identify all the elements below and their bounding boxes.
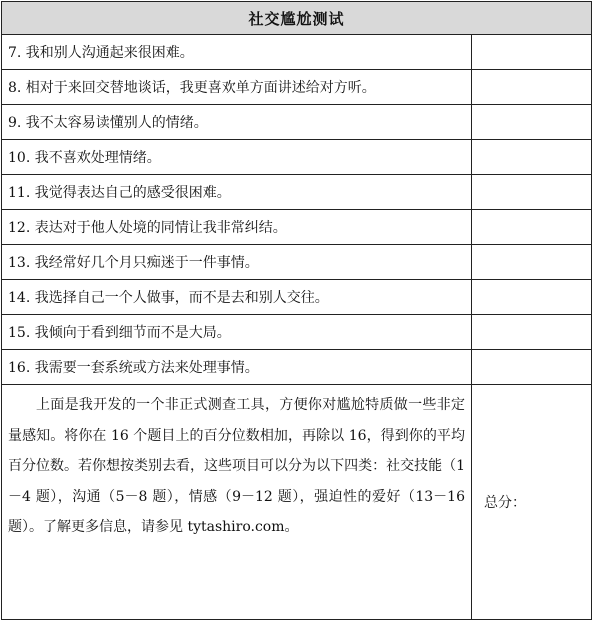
total-score-field[interactable]: 总分： [472, 385, 592, 620]
question-text: 15. 我倾向于看到细节而不是大局。 [2, 315, 472, 350]
question-text: 9. 我不太容易读懂别人的情绪。 [2, 105, 472, 140]
question-row [2, 245, 592, 280]
score-cell[interactable] [472, 280, 592, 315]
score-cell[interactable] [472, 350, 592, 385]
question-text: 10. 我不喜欢处理情绪。 [2, 140, 472, 175]
instructions-paragraph: 上面是我开发的一个非正式测查工具，方便你对尴尬特质做一些非定量感知。将你在 16 个题目上的百分位数相加，再除以 16，得到你的平均百分位数。若你想按类别去看，这些项目可以分为以下四类：社交技能（1－4 题），沟通（5－8 题），情感（9－12 题），强迫性的爱好（13－16 题）。了解更多信息，请参见 tytashiro.com。 [2, 385, 472, 620]
question-text: 16. 我需要一套系统或方法来处理事情。 [2, 350, 472, 385]
question-row [2, 140, 592, 175]
question-row [2, 175, 592, 210]
score-cell[interactable] [472, 210, 592, 245]
score-cell[interactable] [472, 35, 592, 70]
question-row [2, 105, 592, 140]
score-cell[interactable] [472, 140, 592, 175]
question-text: 11. 我觉得表达自己的感受很困难。 [2, 175, 472, 210]
score-cell[interactable] [472, 105, 592, 140]
question-row [2, 210, 592, 245]
question-text: 8. 相对于来回交替地谈话，我更喜欢单方面讲述给对方听。 [2, 70, 472, 105]
score-cell[interactable] [472, 70, 592, 105]
question-text: 12. 表达对于他人处境的同情让我非常纠结。 [2, 210, 472, 245]
question-text: 14. 我选择自己一个人做事，而不是去和别人交往。 [2, 280, 472, 315]
question-row [2, 280, 592, 315]
score-cell[interactable] [472, 245, 592, 280]
question-row [2, 315, 592, 350]
score-cell[interactable] [472, 315, 592, 350]
question-row [2, 350, 592, 385]
score-cell[interactable] [472, 175, 592, 210]
question-text: 13. 我经常好几个月只痴迷于一件事情。 [2, 245, 472, 280]
question-text: 7. 我和别人沟通起来很困难。 [2, 35, 472, 70]
table-title: 社交尴尬测试 [2, 2, 592, 35]
question-row [2, 70, 592, 105]
summary-row [2, 385, 592, 620]
quiz-table [1, 1, 592, 620]
question-row [2, 35, 592, 70]
